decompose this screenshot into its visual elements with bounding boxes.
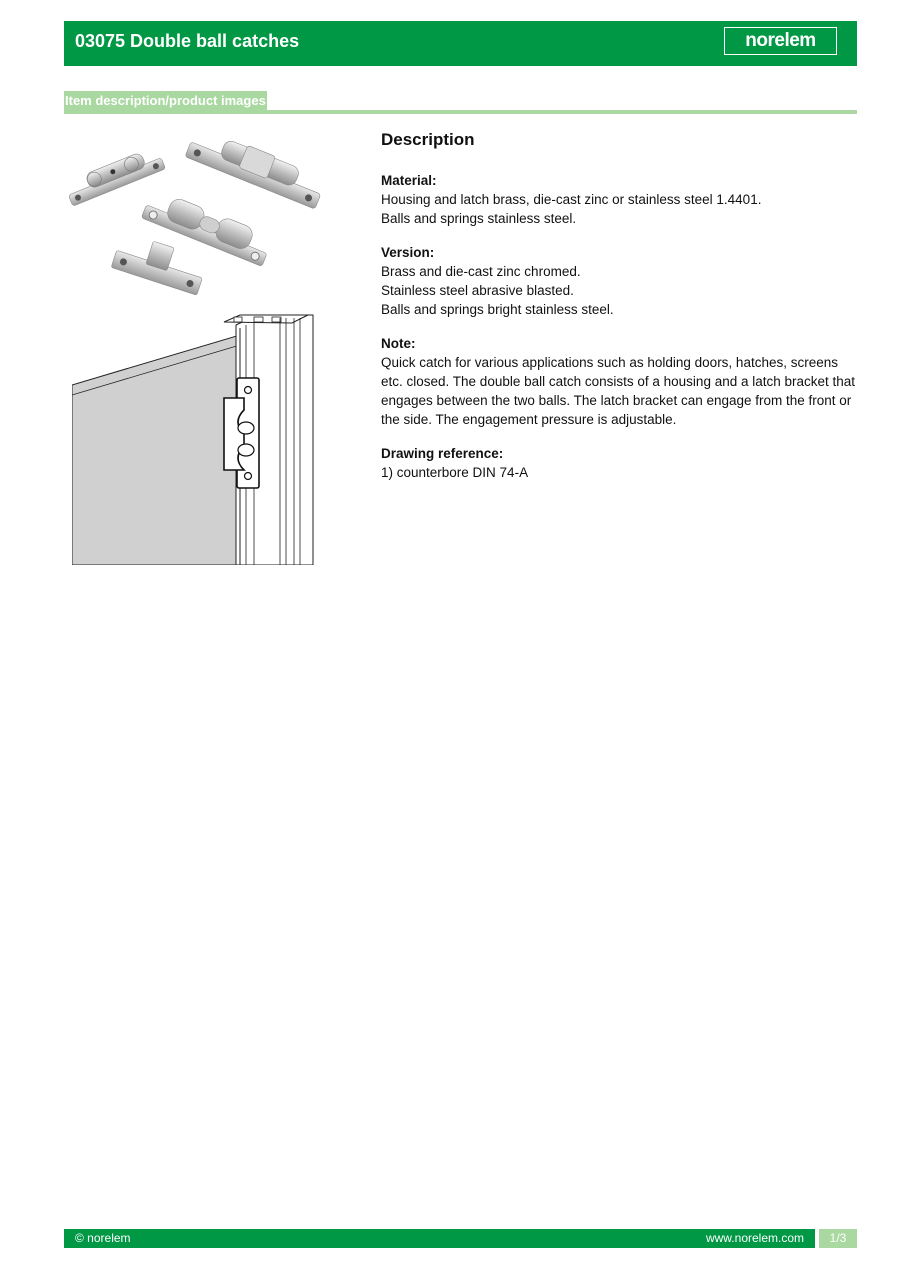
note-label: Note: [381, 336, 416, 351]
version-label: Version: [381, 245, 435, 260]
header-bar [64, 21, 857, 66]
description-section [381, 128, 857, 497]
version-block [381, 243, 857, 319]
page-number: 1/3 [819, 1229, 857, 1248]
description-heading: Description [381, 130, 475, 149]
note-text: Quick catch for various applications such as holding doors, hatches, screens etc. closed. The double ball catch consists of a housing and a latch bracket that engages between the two balls. The latch bracket can engage from the front or the side. The engagement pressure is adjustable. [381, 355, 856, 427]
product-photo [64, 128, 322, 300]
ball-catch-photo-icon [64, 128, 322, 300]
footer-bar [64, 1229, 815, 1248]
mounting-drawing-icon [72, 310, 317, 565]
section-divider [64, 110, 857, 114]
material-line: Balls and springs stainless steel. [381, 211, 577, 226]
version-line: Brass and die-cast zinc chromed. [381, 264, 581, 279]
version-line: Balls and springs bright stainless steel. [381, 302, 614, 317]
version-line: Stainless steel abrasive blasted. [381, 283, 574, 298]
note-block [381, 334, 857, 429]
footer-website-link[interactable]: www.norelem.com [705, 1231, 804, 1245]
material-label: Material: [381, 173, 437, 188]
section-label: Item description/product images [65, 93, 266, 108]
material-block [381, 171, 857, 228]
page-title: 03075 Double ball catches [75, 31, 300, 51]
mounting-drawing [72, 310, 317, 565]
drawing-reference-text: 1) counterbore DIN 74-A [381, 465, 529, 480]
drawing-reference-block [381, 444, 857, 482]
brand-logo [724, 27, 837, 55]
brand-logo-text: norelem [745, 30, 816, 51]
material-line: Housing and latch brass, die-cast zinc or stainless steel 1.4401. [381, 192, 762, 207]
drawing-reference-label: Drawing reference: [381, 446, 504, 461]
footer-copyright: © norelem [75, 1231, 131, 1245]
